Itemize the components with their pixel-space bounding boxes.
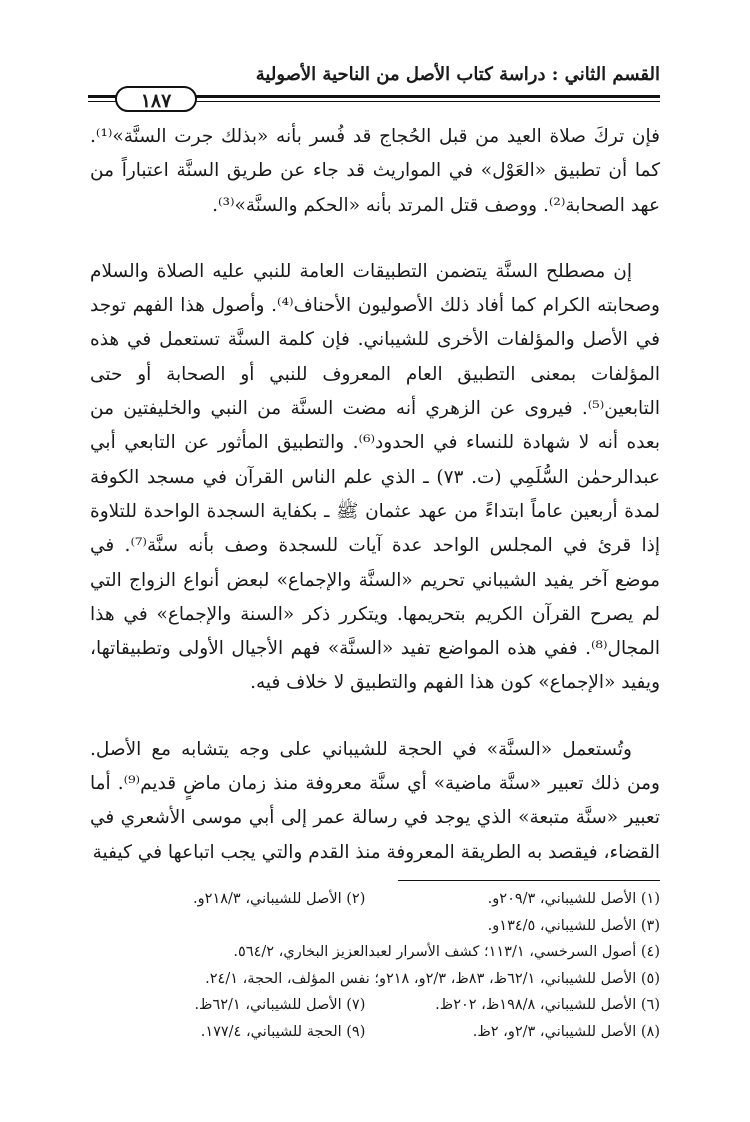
- footnote-2: (٢) الأصل للشيباني، ٢١٨/٣و.: [193, 891, 366, 907]
- footnote-4: (٤) أصول السرخسي، ١١٣/١؛ كشف الأسرار لعبدالعزيز البخاري، ٥٦٤/٢.: [233, 944, 660, 961]
- footnote-8: (٨) الأصل للشيباني، ٢/٣و، ٢ظ.: [472, 1023, 660, 1040]
- footnote-row: [90, 939, 660, 966]
- footnote-row: [90, 992, 660, 1019]
- footnote-separator: [398, 880, 660, 881]
- footnote-3: (٣) الأصل للشيباني، ١٣٤/٥و.: [487, 917, 660, 934]
- footnote-6: (٦) الأصل للشيباني، ١٩٨/٨ظ، ٢٠٢ظ.: [435, 997, 660, 1014]
- running-header-title: القسم الثاني : دراسة كتاب الأصل من الناحية الأصولية: [255, 64, 660, 85]
- paragraph-2: إن مصطلح السنَّة يتضمن التطبيقات العامة للنبي عليه الصلاة والسلام وصحابته الكرام كما أفاد ذلك الأصوليون الأحناف⁽⁴⁾. وأصول هذا الفهم توجد في الأصل والمؤلفات الأخرى للشيباني. فإن كلمة السنَّة تستعمل في هذه المؤلفات بمعنى التطبيق العام المعروف للنبي أو الصحابة أو حتى التابعين⁽⁵⁾. فيروى عن الزهري أنه مضت السنَّة من النبي والخليفتين من بعده أنه لا شهادة للنساء في الحدود⁽⁶⁾. والتطبيق المأثور عن التابعي أبي عبدالرحمٰن السُّلَمِي (ت. ٧٣) ـ الذي علم الناس القرآن في مسجد الكوفة لمدة أربعين عاماً ابتداءً من عهد عثمان ﷺ ـ بكفاية السجدة الواحدة للتلاوة إذا قرئ في المجلس الواحد عدة آيات للسجدة وصف بأنه سنَّة⁽⁷⁾. في موضع آخر يفيد الشيباني تحريم «السنَّة والإجماع» لبعض أنواع الزواج التي لم يصرح القرآن الكريم بتحريمها. ويتكرر ذكر «السنة والإجماع» في هذا المجال⁽⁸⁾. ففي هذه المواضع تفيد «السنَّة» فهم الأجيال الأولى وتطبيقاتها، ويفيد «الإجماع» كون هذا الفهم والتطبيق لا خلاف فيه.: [90, 260, 660, 694]
- footnote-9: (٩) الحجة للشيباني، ١٧٧/٤.: [200, 1023, 366, 1040]
- paragraph-1: فإن تركَ صلاة العيد من قبل الحُجاج قد فُسر بأنه «بذلك جرت السنَّة»⁽¹⁾. كما أن تطبيق «العَوْل» في المواريث قد جاء عن طريق السنَّة اعتباراً من عهد الصحابة⁽²⁾. ووصف قتل المرتد بأنه «الحكم والسنَّة»⁽³⁾.: [90, 126, 660, 216]
- paragraph-gap: [90, 701, 660, 733]
- page-number-badge: ١٨٧: [115, 86, 197, 112]
- footnote-7: (٧) الأصل للشيباني، ٦٢/١ظ.: [194, 997, 366, 1014]
- footnotes: [90, 886, 660, 1046]
- main-text: [90, 120, 660, 870]
- footnote-row: [90, 966, 660, 993]
- paragraph-gap: [90, 223, 660, 255]
- footnote-row: [90, 1019, 660, 1046]
- footnote-row: [90, 913, 660, 940]
- paragraph-3: وتُستعمل «السنَّة» في الحجة للشيباني على وجه يتشابه مع الأصل. ومن ذلك تعبير «سنَّة ماضية» أي سنَّة معروفة منذ زمان ماضٍ قديم⁽⁹⁾. أما تعبير «سنَّة متبعة» الذي يوجد في رسالة عمر إلى أبي موسى الأشعري في القضاء، فيقصد به الطريقة المعروفة منذ القدم والتي يجب اتباعها في كيفية: [90, 738, 660, 863]
- footnote-row: [90, 886, 660, 913]
- footnote-5: (٥) الأصل للشيباني، ٦٢/١ظ، ٨٣ظ، ٢/٣و، ٢١٨و؛ نفس المؤلف، الحجة، ٢٤/١.: [205, 970, 660, 987]
- footnote-1: (١) الأصل للشيباني، ٢٠٩/٣و.: [487, 891, 660, 907]
